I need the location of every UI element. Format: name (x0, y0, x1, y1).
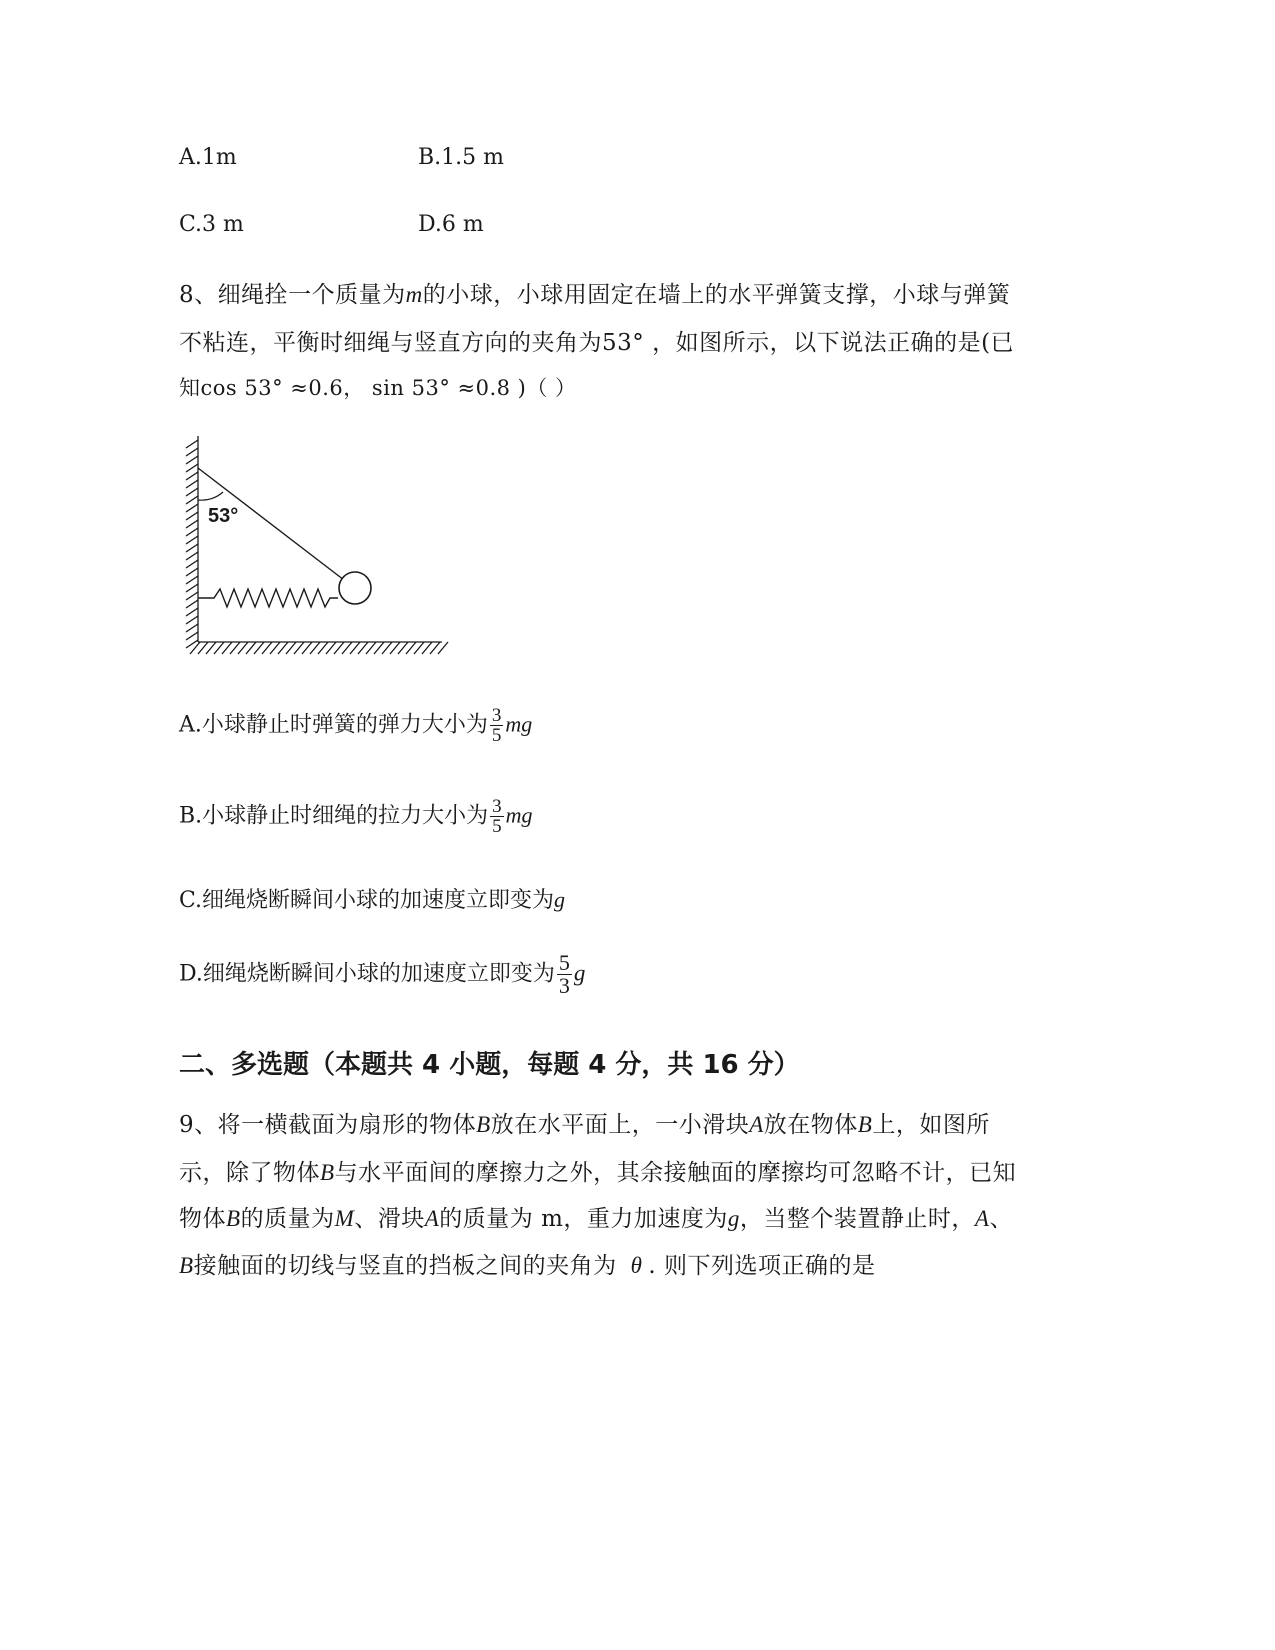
q8-option-c (179, 883, 565, 914)
q7-option-a: A.1m (179, 145, 237, 170)
option-text: B.小球静止时细绳的拉力大小为 (179, 803, 489, 829)
q9-text: 接触面的切线与竖直的挡板之间的夹角为 (193, 1253, 617, 1279)
numerator: 5 (558, 950, 570, 975)
q9-text: 9、将一横截面为扇形的物体 (179, 1112, 477, 1138)
q9-line1 (179, 1106, 990, 1139)
q8-option-d (179, 952, 585, 997)
q9-text: 示，除了物体 (179, 1160, 320, 1186)
q9-text: 的质量为 m，重力加速度为 (439, 1206, 728, 1232)
q8-option-a (179, 706, 532, 745)
angle-label: 53° (208, 505, 239, 527)
q9-text: 上，如图所 (872, 1112, 990, 1138)
var-g: g (727, 1206, 740, 1231)
var-b: B (226, 1206, 241, 1231)
option-text: C.细绳烧断瞬间小球的加速度立即变为 (179, 888, 555, 913)
q9-text: 放在物体 (763, 1112, 858, 1138)
ball (339, 572, 371, 604)
var-a: A (974, 1206, 990, 1231)
var-b: B (857, 1112, 873, 1137)
numerator: 3 (491, 705, 502, 726)
q8-stem-line3: 知cos 53° ≈0.6， sin 53° ≈0.8 )（ ） (179, 376, 577, 400)
var-a: A (749, 1112, 764, 1137)
q9-text: 与水平面间的摩擦力之外，其余接触面的摩擦均可忽略不计，已知 (334, 1160, 1017, 1186)
section-heading: 二、多选题（本题共 4 小题，每题 4 分，共 16 分） (179, 1050, 800, 1080)
option-symbol: g (573, 960, 586, 986)
q9-text: 、 (989, 1206, 1013, 1232)
mass-symbol: m (405, 282, 423, 307)
q9-text: 放在水平面上，一小滑块 (490, 1112, 750, 1138)
q9-text: 物体 (179, 1206, 226, 1232)
q7-option-b: B.1.5 m (418, 145, 505, 170)
q9-text: . 则下列选项正确的是 (648, 1253, 876, 1279)
q8-figure (180, 432, 450, 662)
option-text: A.小球静止时弹簧的弹力大小为 (179, 712, 488, 738)
fraction (490, 797, 504, 836)
q9-text: 的质量为 (240, 1206, 335, 1232)
var-a: A (424, 1206, 440, 1231)
q9-line4 (179, 1247, 876, 1280)
denominator: 3 (558, 973, 570, 998)
fraction (557, 952, 572, 997)
wall-hatching (186, 436, 448, 654)
var-b: B (179, 1253, 194, 1278)
option-symbol: mg (505, 802, 533, 828)
q8-text: 的小球，小球用固定在墙上的水平弹簧支撑，小球与弹簧 (422, 282, 1011, 308)
q7-option-d: D.6 m (418, 212, 484, 237)
var-theta: θ (630, 1253, 643, 1278)
q9-line2 (179, 1154, 1016, 1187)
denominator: 5 (491, 725, 502, 746)
q9-text: ，当整个装置静止时， (739, 1206, 975, 1232)
numerator: 3 (492, 796, 502, 817)
var-m: M (334, 1206, 355, 1231)
q8-option-b (179, 797, 533, 836)
var-b: B (320, 1160, 335, 1185)
q9-line3 (179, 1200, 1013, 1233)
var-b: B (476, 1112, 491, 1137)
spring (198, 589, 338, 607)
angle-arc (198, 492, 223, 500)
option-text: D.细绳烧断瞬间小球的加速度立即变为 (179, 961, 555, 987)
q9-text: 、滑块 (354, 1206, 425, 1232)
q8-stem-line1 (179, 276, 1010, 309)
q7-option-c: C.3 m (179, 212, 244, 237)
denominator: 5 (492, 816, 502, 837)
option-symbol: mg (505, 711, 533, 737)
q8-text: 8、细绳拴一个质量为 (179, 282, 406, 308)
option-symbol: g (554, 887, 566, 912)
q8-stem-line2: 不粘连，平衡时细绳与竖直方向的夹角为53° ，如图所示，以下说法正确的是(已 (179, 330, 1015, 356)
fraction (490, 706, 504, 745)
